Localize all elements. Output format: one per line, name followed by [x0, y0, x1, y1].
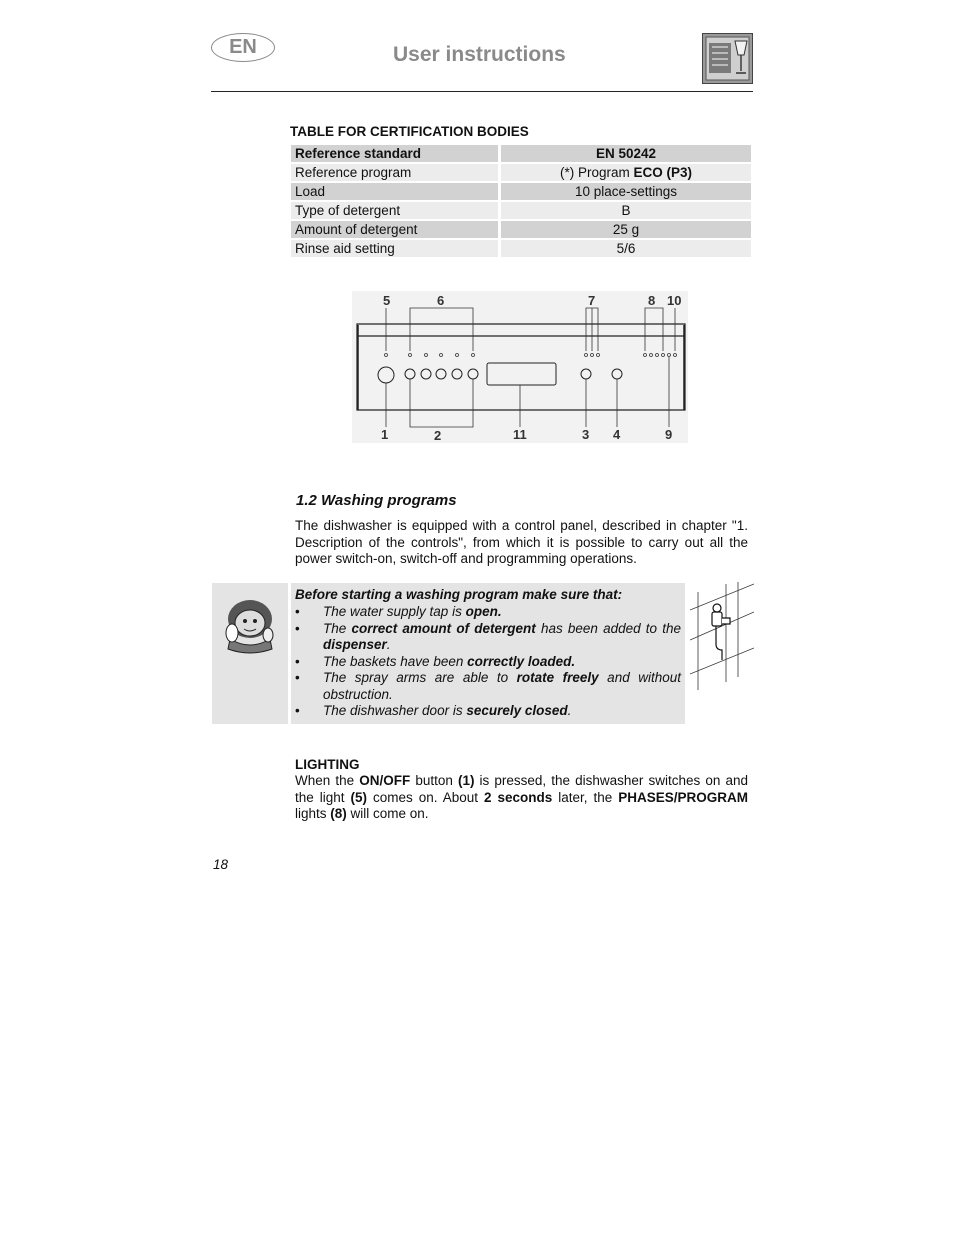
list-text: has been added to the — [535, 620, 682, 636]
table-cell-value: 25 g — [501, 221, 751, 238]
panel-label-4: 4 — [613, 427, 621, 442]
lighting-bold: (8) — [330, 806, 347, 821]
list-text: and without obstruction. — [323, 670, 681, 702]
lighting-heading: LIGHTING — [295, 757, 360, 772]
panel-label-9: 9 — [665, 427, 673, 442]
table-cell-label: Amount of detergent — [291, 221, 498, 238]
table-row — [291, 202, 751, 219]
language-badge: EN — [211, 33, 275, 62]
table-cell-label: Type of detergent — [291, 202, 498, 219]
program-prefix: (*) Program — [559, 165, 630, 180]
mascot-icon — [212, 583, 288, 724]
panel-label-5: 5 — [383, 293, 391, 308]
intro-paragraph: The dishwasher is equipped with a control panel, described in chapter "1. Description of the controls", from which it is possible to carry out all the power switch-on, switch-off and programming operations. — [295, 518, 748, 566]
lighting-text: later, the — [552, 789, 619, 805]
lighting-text: comes on. About — [367, 789, 484, 805]
panel-label-10: 10 — [667, 293, 682, 308]
list-emphasis: open. — [465, 604, 502, 619]
note-box — [291, 583, 685, 724]
list-text: The — [323, 620, 352, 636]
list-text: The baskets have been — [323, 653, 468, 669]
list-emphasis: securely closed — [466, 703, 568, 718]
table-header-label: Reference standard — [291, 145, 498, 162]
table-row — [291, 183, 751, 200]
list-item — [295, 621, 681, 654]
table-cell-label: Load — [291, 183, 498, 200]
list-text: . — [386, 637, 391, 652]
lighting-text: lights — [295, 806, 331, 821]
panel-label-1: 1 — [381, 427, 389, 442]
header-rule — [211, 91, 753, 92]
note-heading: Before starting a washing program make sure that: — [295, 587, 623, 602]
list-text: The spray arms are able to — [323, 670, 517, 685]
list-text: . — [567, 703, 572, 718]
panel-label-2: 2 — [434, 428, 442, 443]
table-header-row — [291, 145, 751, 162]
table-cell-value: B — [501, 202, 751, 219]
list-text: The dishwasher door is — [323, 703, 467, 718]
table-title: TABLE FOR CERTIFICATION BODIES — [290, 124, 529, 139]
lighting-bold: 2 seconds — [483, 789, 553, 805]
lighting-text: is pressed, the dishwasher switches on and the light — [295, 773, 749, 805]
list-emphasis: rotate freely — [516, 670, 599, 685]
water-tap-icon — [690, 582, 754, 692]
lighting-text: When the — [295, 773, 360, 788]
panel-label-7: 7 — [588, 293, 596, 308]
program-name: ECO (P3) — [633, 165, 693, 180]
list-item — [295, 654, 681, 671]
table-cell-label: Rinse aid setting — [291, 240, 498, 257]
lighting-bold: (5) — [350, 789, 367, 805]
table-cell-label: Reference program — [291, 164, 498, 181]
table-row — [291, 221, 751, 238]
note-list — [295, 604, 681, 720]
section-title: 1.2 Washing programs — [296, 492, 457, 509]
lighting-bold: (1) — [457, 773, 475, 788]
table-cell-value: 10 place-settings — [501, 183, 751, 200]
lighting-bold: ON/OFF — [359, 773, 411, 788]
table-header-value: EN 50242 — [501, 145, 751, 162]
lighting-text: button — [410, 773, 458, 788]
list-text: The water supply tap is — [323, 604, 466, 619]
note-mascot-panel — [212, 583, 288, 724]
table-cell-value — [501, 164, 751, 181]
table-row — [291, 164, 751, 181]
panel-label-11: 11 — [513, 427, 527, 442]
table-cell-value: 5/6 — [501, 240, 751, 257]
list-item — [295, 703, 681, 720]
document-title: User instructions — [393, 43, 566, 66]
panel-label-8: 8 — [648, 293, 656, 308]
control-panel-diagram — [352, 291, 688, 443]
dishwasher-glass-icon — [702, 33, 753, 84]
page-number: 18 — [213, 857, 229, 872]
list-emphasis: correctly loaded. — [467, 653, 576, 669]
lighting-paragraph — [295, 773, 748, 823]
panel-label-3: 3 — [582, 427, 590, 442]
list-item — [295, 604, 681, 621]
lighting-text: will come on. — [346, 806, 429, 821]
panel-label-6: 6 — [437, 293, 445, 308]
table-row — [291, 240, 751, 257]
list-item — [295, 670, 681, 703]
list-emphasis: correct amount of detergent — [351, 620, 536, 636]
certification-table — [288, 143, 754, 259]
lighting-bold: PHASES/PROGRAM — [618, 789, 748, 805]
list-emphasis: dispenser — [323, 637, 387, 652]
